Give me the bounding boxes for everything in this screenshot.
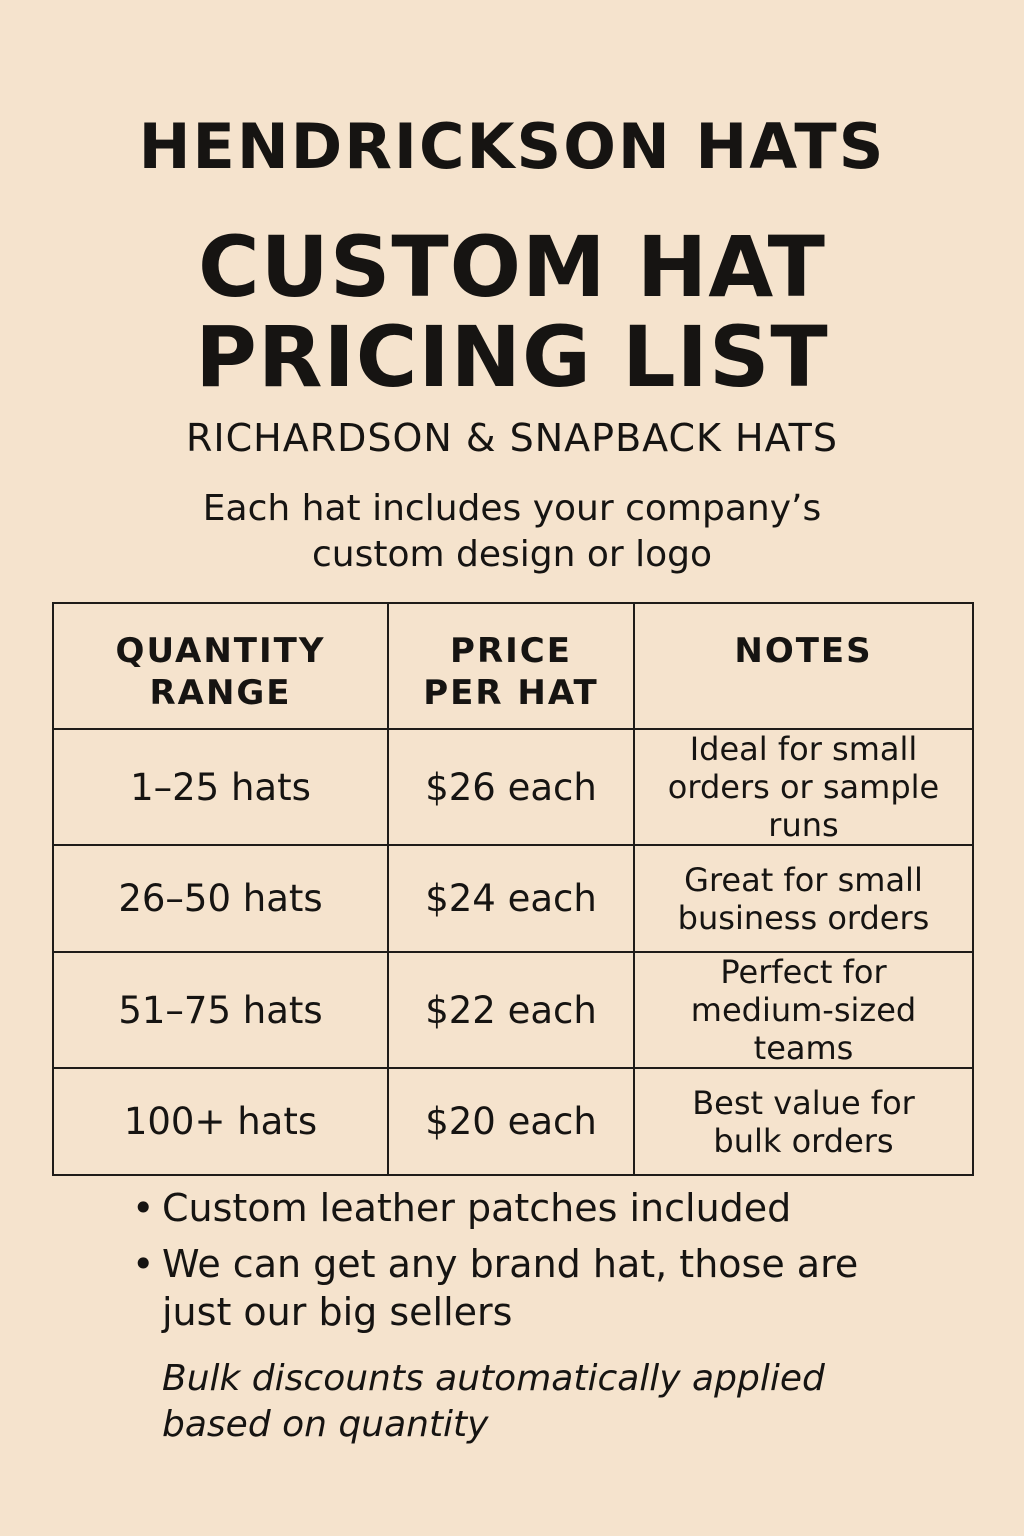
header-price-per-hat: PRICE PER HAT: [388, 603, 634, 729]
table-row: [53, 1068, 973, 1175]
notes-cell: Great for small business orders: [634, 845, 973, 952]
quantity-cell: 51–75 hats: [53, 952, 388, 1068]
intro-text: [0, 486, 1024, 578]
notes-cell: Perfect for medium-sized teams: [634, 952, 973, 1068]
page-title: [0, 218, 1024, 406]
quantity-cell: 100+ hats: [53, 1068, 388, 1175]
header-notes: NOTES: [634, 603, 973, 729]
footnote-line-1: Bulk discounts automatically applied: [162, 1358, 825, 1399]
footnote: [162, 1356, 922, 1448]
quantity-cell: 1–25 hats: [53, 729, 388, 845]
header-quantity-range: QUANTITY RANGE: [53, 603, 388, 729]
bullet-icon: •: [132, 1186, 155, 1230]
table-header-row: [53, 603, 973, 729]
price-cell: $20 each: [388, 1068, 634, 1175]
intro-line-1: Each hat includes your company’s: [202, 488, 822, 529]
bullet-icon: •: [132, 1242, 155, 1286]
price-cell: $24 each: [388, 845, 634, 952]
price-cell: $26 each: [388, 729, 634, 845]
table-row: [53, 952, 973, 1068]
footnote-line-2: based on quantity: [162, 1404, 489, 1445]
feature-list: [130, 1184, 890, 1344]
notes-cell: Ideal for small orders or sample runs: [634, 729, 973, 845]
pricing-table: [52, 602, 974, 1176]
table-row: [53, 729, 973, 845]
intro-line-2: custom design or logo: [311, 534, 713, 575]
table-row: [53, 845, 973, 952]
notes-cell: Best value for bulk orders: [634, 1068, 973, 1175]
brand-name: HENDRICKSON HATS: [138, 110, 886, 183]
subtitle: RICHARDSON & SNAPBACK HATS: [186, 416, 838, 460]
quantity-cell: 26–50 hats: [53, 845, 388, 952]
list-item: • We can get any brand hat, those are just our big sellers: [132, 1242, 859, 1334]
title-line-2: PRICING LIST: [195, 308, 829, 406]
list-item: • Custom leather patches included: [132, 1186, 792, 1230]
title-line-1: CUSTOM HAT: [198, 218, 826, 316]
price-cell: $22 each: [388, 952, 634, 1068]
